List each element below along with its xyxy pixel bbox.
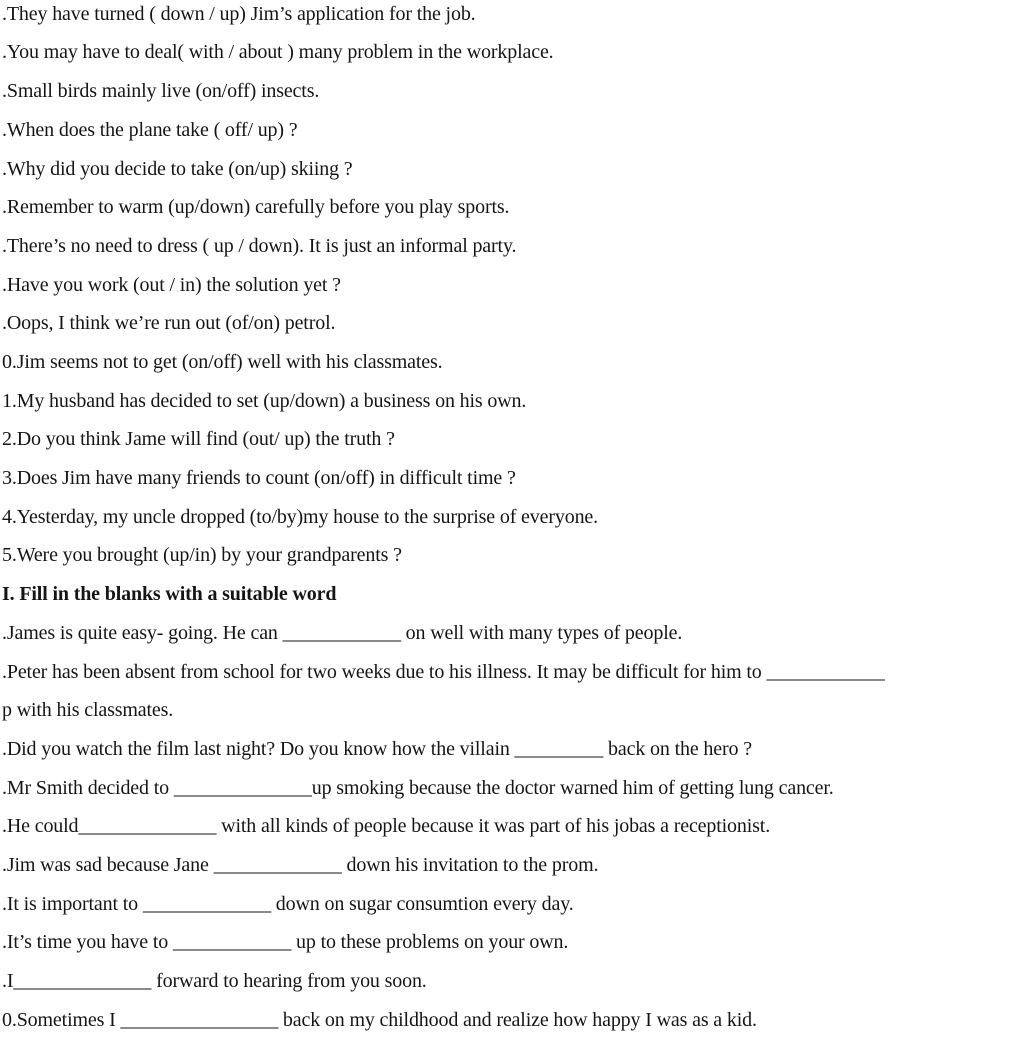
exercise-item-8: .Have you work (out / in) the solution yet ? [2,274,341,296]
blank-item-2-cont: p with his classmates. [2,699,174,721]
exercise-item-5: .Why did you decide to take (on/up) skiing ? [2,158,353,180]
blank-item-6: .Jim was sad because Jane _____________ down his invitation to the prom. [2,854,599,876]
exercise-item-4: .When does the plane take ( off/ up) ? [2,119,298,141]
blank-item-5: .He could______________ with all kinds of people because it was part of his jobas a receptionist. [2,815,771,837]
exercise-item-13: 3.Does Jim have many friends to count (on/off) in difficult time ? [2,467,516,489]
exercise-item-14: 4.Yesterday, my uncle dropped (to/by)my house to the surprise of everyone. [2,506,598,528]
exercise-item-3: .Small birds mainly live (on/off) insects. [2,80,320,102]
blank-item-3: .Did you watch the film last night? Do you know how the villain _________ back on the hero ? [2,738,752,760]
exercise-item-11: 1.My husband has decided to set (up/down) a business on his own. [2,390,527,412]
blank-item-8: .It’s time you have to ____________ up to these problems on your own. [2,931,569,953]
blank-item-4: .Mr Smith decided to ______________up smoking because the doctor warned him of getting lung cancer. [2,777,834,799]
exercise-item-1: .They have turned ( down / up) Jim’s application for the job. [2,3,476,25]
exercise-item-2: .You may have to deal( with / about ) many problem in the workplace. [2,41,554,63]
exercise-item-10: 0.Jim seems not to get (on/off) well with his classmates. [2,351,443,373]
section-heading: I. Fill in the blanks with a suitable word [2,583,337,605]
exercise-item-12: 2.Do you think Jame will find (out/ up) the truth ? [2,428,395,450]
exercise-item-15: 5.Were you brought (up/in) by your grandparents ? [2,544,402,566]
blank-item-9: .I______________ forward to hearing from you soon. [2,970,427,992]
blank-item-10: 0.Sometimes I ________________ back on my childhood and realize how happy I was as a kid. [2,1009,757,1031]
blank-item-1: .James is quite easy- going. He can ____________ on well with many types of people. [2,622,683,644]
exercise-item-6: .Remember to warm (up/down) carefully before you play sports. [2,196,510,218]
exercise-item-9: .Oops, I think we’re run out (of/on) petrol. [2,312,336,334]
blank-item-7: .It is important to _____________ down on sugar consumtion every day. [2,893,574,915]
exercise-item-7: .There’s no need to dress ( up / down). It is just an informal party. [2,235,517,257]
blank-item-2: .Peter has been absent from school for two weeks due to his illness. It may be difficult for him to ____________ [2,661,885,683]
